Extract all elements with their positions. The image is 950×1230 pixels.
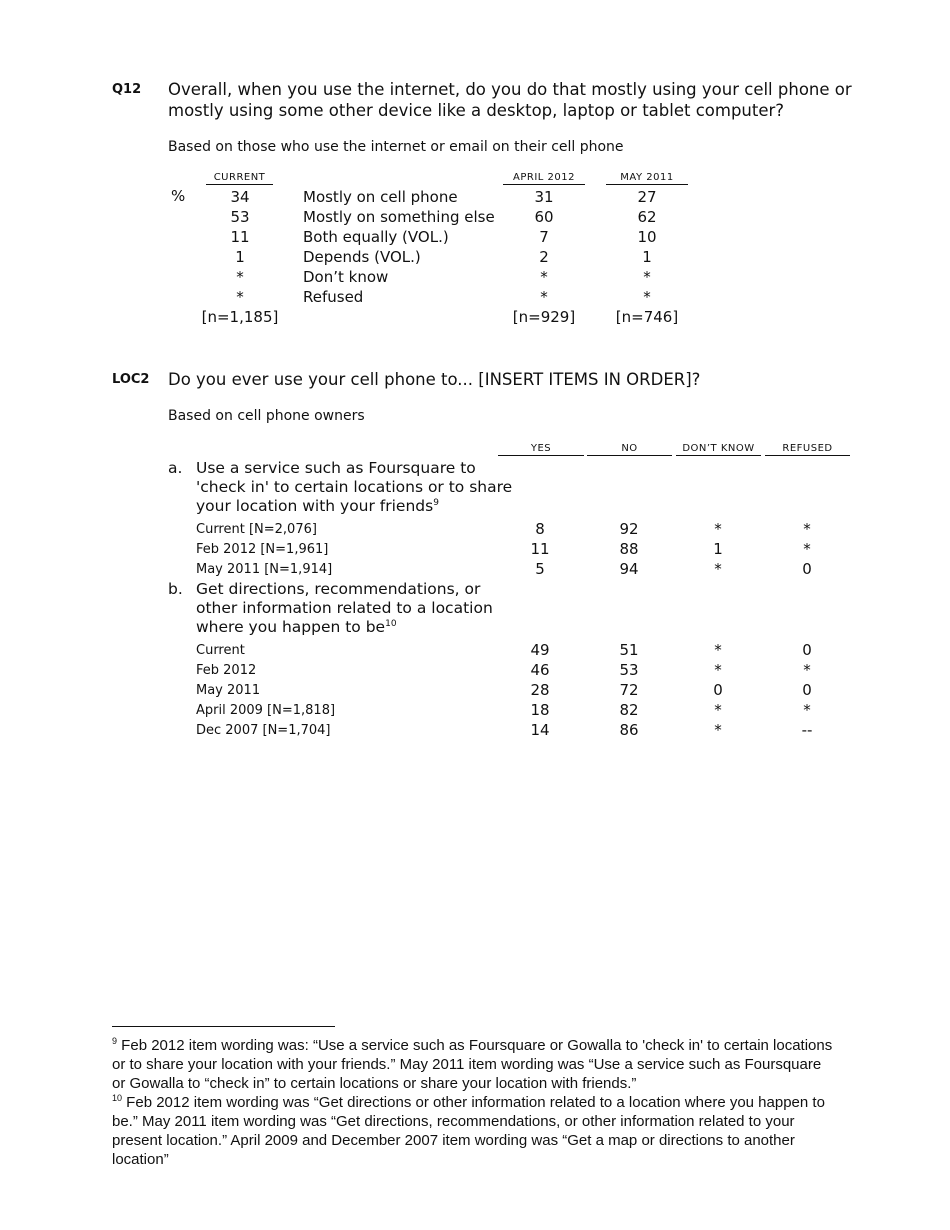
cell-no: 94 xyxy=(619,560,639,578)
footnote-9 xyxy=(112,1036,837,1093)
q12-cell-may-2011: * xyxy=(643,288,651,306)
q12-cell-april-2012: 60 xyxy=(534,208,554,226)
footnote-ref-10: 10 xyxy=(385,618,397,629)
footnote-text: Feb 2012 item wording was “Get directions or other information related to a location where you happen to be.” May 2011 item wording was “Get directions, recommendations, or other information related to your present location.” April 2009 and December 2007 item wording was “Get a map or directions to another location” xyxy=(112,1094,825,1168)
table-row xyxy=(0,268,950,288)
cell-no: 53 xyxy=(619,661,639,679)
q12-row-label: Refused xyxy=(303,288,364,306)
table-row xyxy=(0,560,950,580)
loc2-header-dont-know: DON’T KNOW xyxy=(676,443,761,456)
q12-cell-may-2011: 27 xyxy=(637,188,657,206)
cell-no: 88 xyxy=(619,540,639,558)
cell-yes: 28 xyxy=(530,681,550,699)
cell-yes: 5 xyxy=(535,560,545,578)
table-row xyxy=(0,248,950,268)
cell-no: 72 xyxy=(619,681,639,699)
q12-cell-may-2011: * xyxy=(643,268,651,286)
footnote-number: 10 xyxy=(112,1093,123,1103)
cell-refused: 0 xyxy=(802,641,812,659)
loc2-header-refused: REFUSED xyxy=(765,443,850,456)
q12-cell-may-2011: [n=746] xyxy=(615,308,679,326)
item-a-letter: a. xyxy=(168,459,183,477)
q12-base-note: Based on those who use the internet or email on their cell phone xyxy=(168,139,624,155)
q12-cell-april-2012: * xyxy=(540,288,548,306)
q12-cell-current: * xyxy=(236,288,244,306)
q12-cell-may-2011: 62 xyxy=(637,208,657,226)
cell-dont-know: 0 xyxy=(713,681,723,699)
table-row xyxy=(0,188,950,208)
q12-cell-april-2012: 2 xyxy=(539,248,549,266)
cell-no: 92 xyxy=(619,520,639,538)
q12-cell-current: * xyxy=(236,268,244,286)
q12-row-label: Both equally (VOL.) xyxy=(303,228,449,246)
loc2-header-yes: YES xyxy=(498,443,584,456)
q12-header-may-2011: MAY 2011 xyxy=(606,172,688,185)
item-b-text-line2: other information related to a location xyxy=(196,599,493,617)
q12-cell-current: [n=1,185] xyxy=(201,308,279,326)
q12-cell-april-2012: 7 xyxy=(539,228,549,246)
item-b-text-line3: where you happen to $be^{10}$ xyxy=(196,618,397,636)
cell-yes: 18 xyxy=(530,701,550,719)
cell-refused: -- xyxy=(801,721,813,739)
footnote-number: 9 xyxy=(112,1036,118,1046)
table-row xyxy=(0,308,950,328)
cell-yes: 46 xyxy=(530,661,550,679)
row-label: May 2011 xyxy=(196,683,261,698)
q12-row-label: Depends (VOL.) xyxy=(303,248,421,266)
cell-dont-know: 1 xyxy=(713,540,723,558)
item-a-text-line2: 'check in' to certain locations or to share xyxy=(196,478,513,496)
table-row xyxy=(0,520,950,540)
q12-text-line1: Overall, when you use the internet, do you do that mostly using your cell phone or xyxy=(168,80,852,99)
loc2-text: Do you ever use your cell phone to... [INSERT ITEMS IN ORDER]? xyxy=(168,370,701,389)
cell-refused: 0 xyxy=(802,681,812,699)
table-row xyxy=(0,701,950,721)
footnote-ref-9: 9 xyxy=(433,497,439,508)
cell-yes: 11 xyxy=(530,540,550,558)
cell-no: 82 xyxy=(619,701,639,719)
q12-cell-may-2011: 10 xyxy=(637,228,657,246)
cell-refused: * xyxy=(803,701,811,719)
cell-dont-know: * xyxy=(714,701,722,719)
cell-refused: * xyxy=(803,520,811,538)
question-id-q12: Q12 xyxy=(112,82,142,97)
table-row xyxy=(0,641,950,661)
cell-dont-know: * xyxy=(714,661,722,679)
footnote-divider xyxy=(112,1026,335,1027)
q12-cell-may-2011: 1 xyxy=(642,248,652,266)
item-b-letter: b. xyxy=(168,580,183,598)
q12-cell-current: 11 xyxy=(230,228,250,246)
table-row xyxy=(0,661,950,681)
cell-dont-know: * xyxy=(714,641,722,659)
footnote-text: Feb 2012 item wording was: “Use a service such as Foursquare or Gowalla to 'check in' to certain locations or to share your location with your friends.” May 2011 item wording was “Use a service such as Foursquare or Gowalla to “check in” to certain locations or share your location with friends.” xyxy=(112,1037,833,1092)
q12-text-line2: mostly using some other device like a desktop, laptop or tablet computer? xyxy=(168,101,785,120)
table-row xyxy=(0,228,950,248)
cell-dont-know: * xyxy=(714,560,722,578)
q12-row-label: Don’t know xyxy=(303,268,389,286)
row-label: May 2011 [N=1,914] xyxy=(196,562,333,577)
cell-no: 86 xyxy=(619,721,639,739)
loc2-base-note: Based on cell phone owners xyxy=(168,408,365,424)
q12-row-label: Mostly on cell phone xyxy=(303,188,458,206)
row-label: Current [N=2,076] xyxy=(196,522,317,537)
q12-cell-april-2012: [n=929] xyxy=(512,308,576,326)
row-label: Current xyxy=(196,643,245,658)
row-label: Dec 2007 [N=1,704] xyxy=(196,723,331,738)
table-row xyxy=(0,681,950,701)
q12-row-label: Mostly on something else xyxy=(303,208,495,226)
cell-refused: 0 xyxy=(802,560,812,578)
loc2-header-no: NO xyxy=(587,443,672,456)
row-label: Feb 2012 [N=1,961] xyxy=(196,542,329,557)
row-label: Feb 2012 xyxy=(196,663,257,678)
cell-yes: 8 xyxy=(535,520,545,538)
q12-cell-current: 1 xyxy=(235,248,245,266)
row-label: April 2009 [N=1,818] xyxy=(196,703,336,718)
table-row xyxy=(0,288,950,308)
cell-yes: 14 xyxy=(530,721,550,739)
q12-cell-current: 53 xyxy=(230,208,250,226)
table-row xyxy=(0,540,950,560)
cell-no: 51 xyxy=(619,641,639,659)
cell-dont-know: * xyxy=(714,721,722,739)
q12-cell-april-2012: * xyxy=(540,268,548,286)
q12-header-current: CURRENT xyxy=(206,172,273,185)
percent-symbol: % xyxy=(171,187,186,205)
table-row xyxy=(0,208,950,228)
item-a-text-line3: your location with your friends$^9$ xyxy=(196,497,439,515)
cell-yes: 49 xyxy=(530,641,550,659)
question-id-loc2: LOC2 xyxy=(112,372,150,387)
item-b-text-line1: Get directions, recommendations, or xyxy=(196,580,481,598)
cell-dont-know: * xyxy=(714,520,722,538)
q12-header-april-2012: APRIL 2012 xyxy=(503,172,585,185)
q12-cell-april-2012: 31 xyxy=(534,188,554,206)
footnote-10 xyxy=(112,1093,837,1169)
table-row xyxy=(0,721,950,741)
cell-refused: * xyxy=(803,540,811,558)
item-a-text-line1: Use a service such as Foursquare to xyxy=(196,459,476,477)
q12-cell-current: 34 xyxy=(230,188,250,206)
cell-refused: * xyxy=(803,661,811,679)
